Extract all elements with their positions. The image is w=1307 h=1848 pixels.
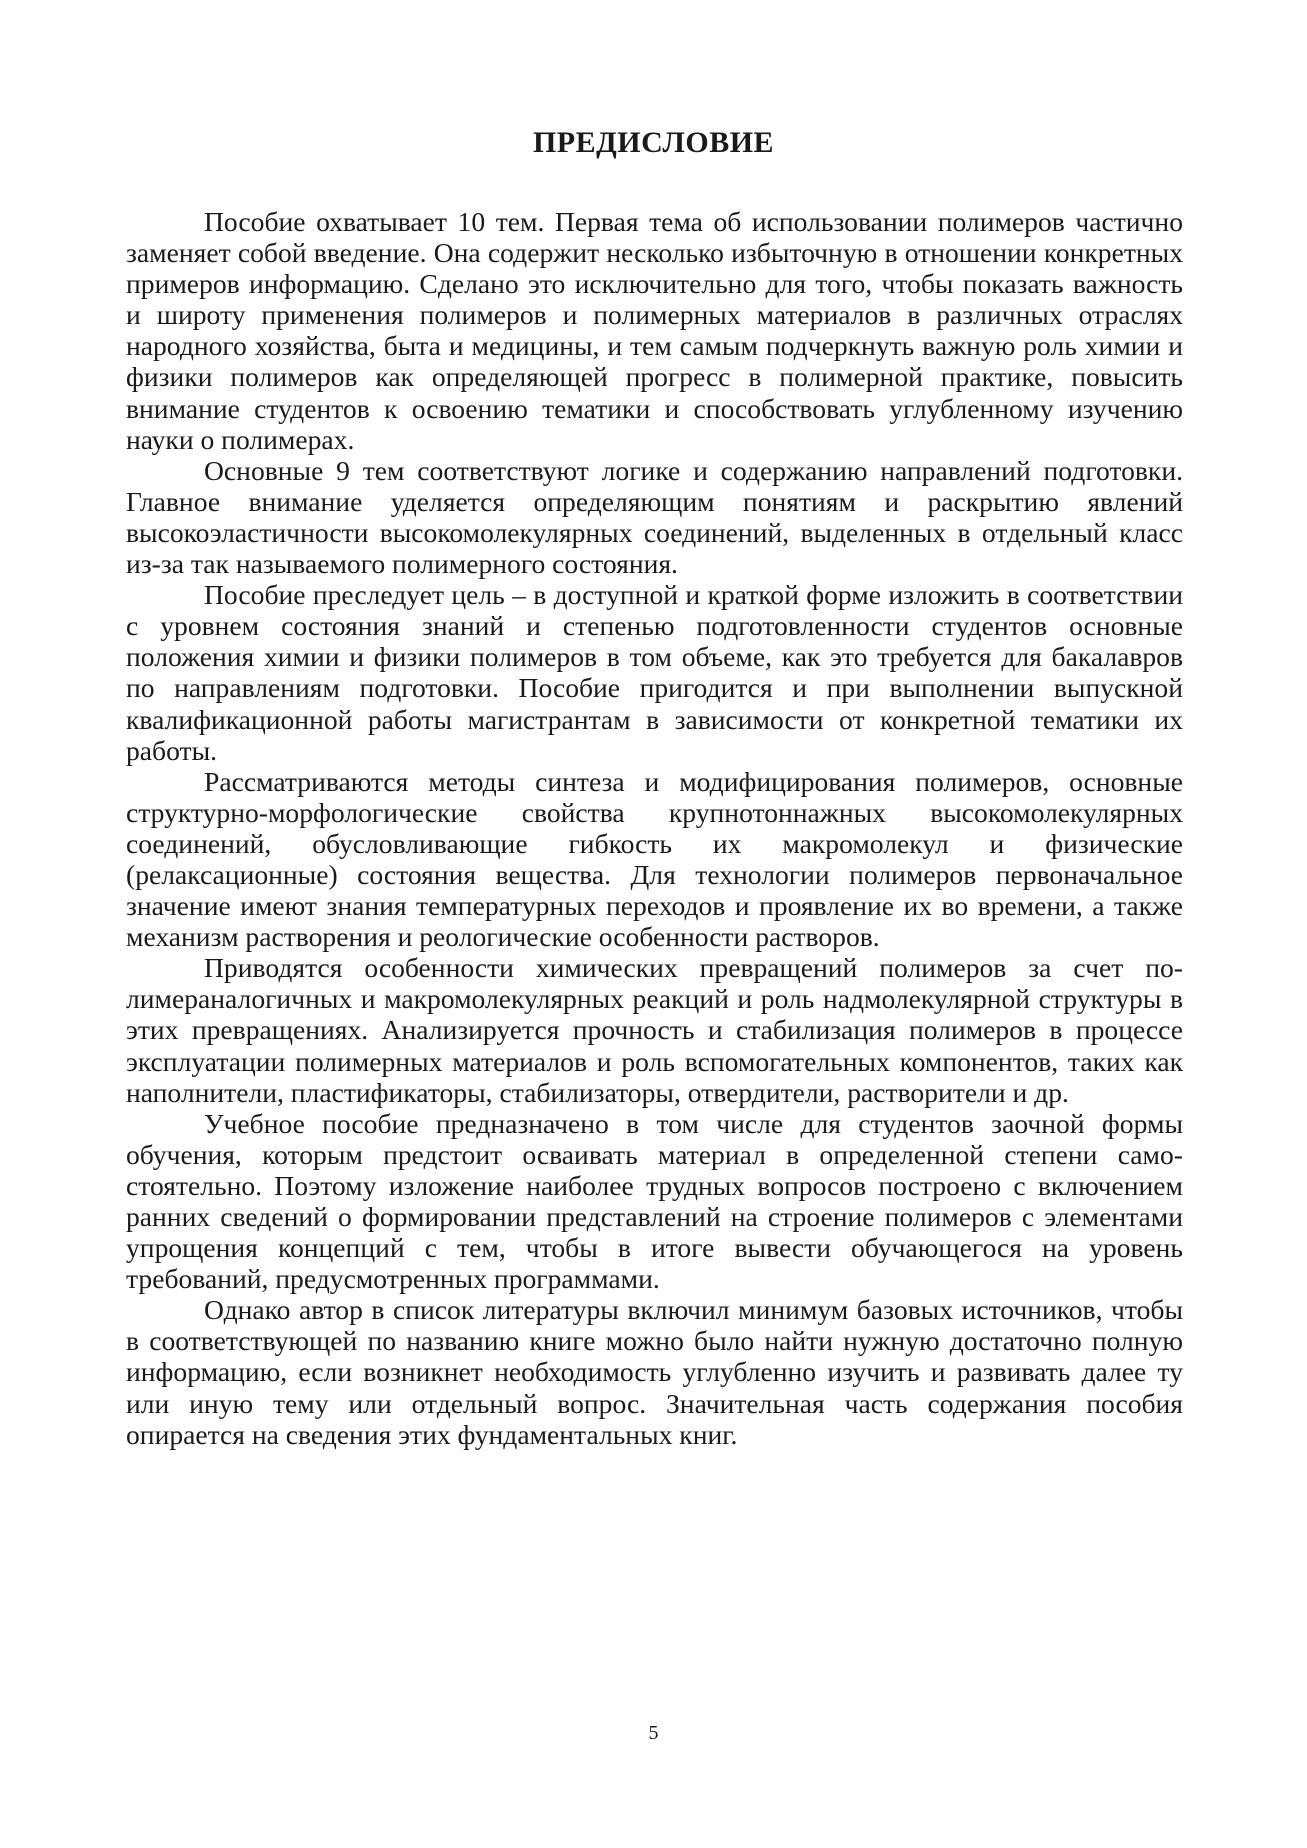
paragraph: Пособие преследует цель – в доступной и краткой форме изложить в соответствии с уровнем состояния знаний и степенью подготовленности студентов основные положения химии и физики полимеров в том объеме, как это требуется для бакалавров по направлениям подготовки. Пособие пригодится и при выполнении выпускной квалификационной работы магистрантам в зависимости от конкретной тематики их работы. (126, 579, 1183, 766)
paragraph: Приводятся особенности химических превращений полимеров за счет полимераналогичных и макромолекулярных реакций и роль надмолекулярной структуры в этих превращениях. Анализируется прочность и стабилизация полимеров в процессе эксплуатации полимерных материалов и роль вспомогательных компонентов, таких как наполнители, пластификаторы, стабилизаторы, отвердители, растворители и др. (126, 952, 1183, 1108)
paragraph: Рассматриваются методы синтеза и модифицирования полимеров, основные структурно-морфологические свойства крупнотоннажных высокомолекулярных соединений, обусловливающие гибкость их макромолекул и физические (релаксационные) состояния вещества. Для технологии полимеров первоначальное значение имеют знания температурных переходов и проявление их во времени, а также механизм растворения и реологические особенности растворов. (126, 765, 1183, 953)
paragraph: Однако автор в список литературы включил минимум базовых источников, чтобы в соответствующей по названию книге можно было найти нужную достаточно полную информацию, если возникнет необходимость углубленно изучить и развивать далее ту или иную тему или отдельный вопрос. Значительная часть содержания пособия опирается на сведения этих фундаментальных книг. (126, 1294, 1183, 1450)
body-text (126, 206, 1183, 1450)
page-number: 5 (648, 1722, 659, 1744)
page-title: ПРЕДИСЛОВИЕ (532, 126, 775, 159)
paragraph: Учебное пособие предназначено в том числе для студентов заочной формы обучения, которым предстоит осваивать материал в определенной степени самостоятельно. Поэтому изложение наиболее трудных вопросов построено с включением ранних сведений о формировании представлений на строение полимеров с элементами упрощения концепций с тем, чтобы в итоге вывести обучающегося на уровень требований, предусмотренных программами. (126, 1107, 1183, 1295)
paragraph: Пособие охватывает 10 тем. Первая тема об использовании полимеров частично заменяет собой введение. Она содержит несколько избыточную в отношении конкретных примеров информацию. Сделано это исключительно для того, чтобы показать важность и широту применения полимеров и полимерных материалов в различных отраслях народного хозяйства, быта и медицины, и тем самым подчеркнуть важную роль химии и физики полимеров как определяющей прогресс в полимерной практике, повысить внимание студентов к освоению тематики и способствовать углубленному изучению науки о полимерах. (126, 206, 1183, 455)
paragraph: Основные 9 тем соответствуют логике и содержанию направлений подготовки. Главное внимание уделяется определяющим понятиям и раскрытию явлений высокоэластичности высокомолекулярных соединений, выделенных в отдельный класс из-за так называемого полимерного состояния. (126, 454, 1183, 580)
